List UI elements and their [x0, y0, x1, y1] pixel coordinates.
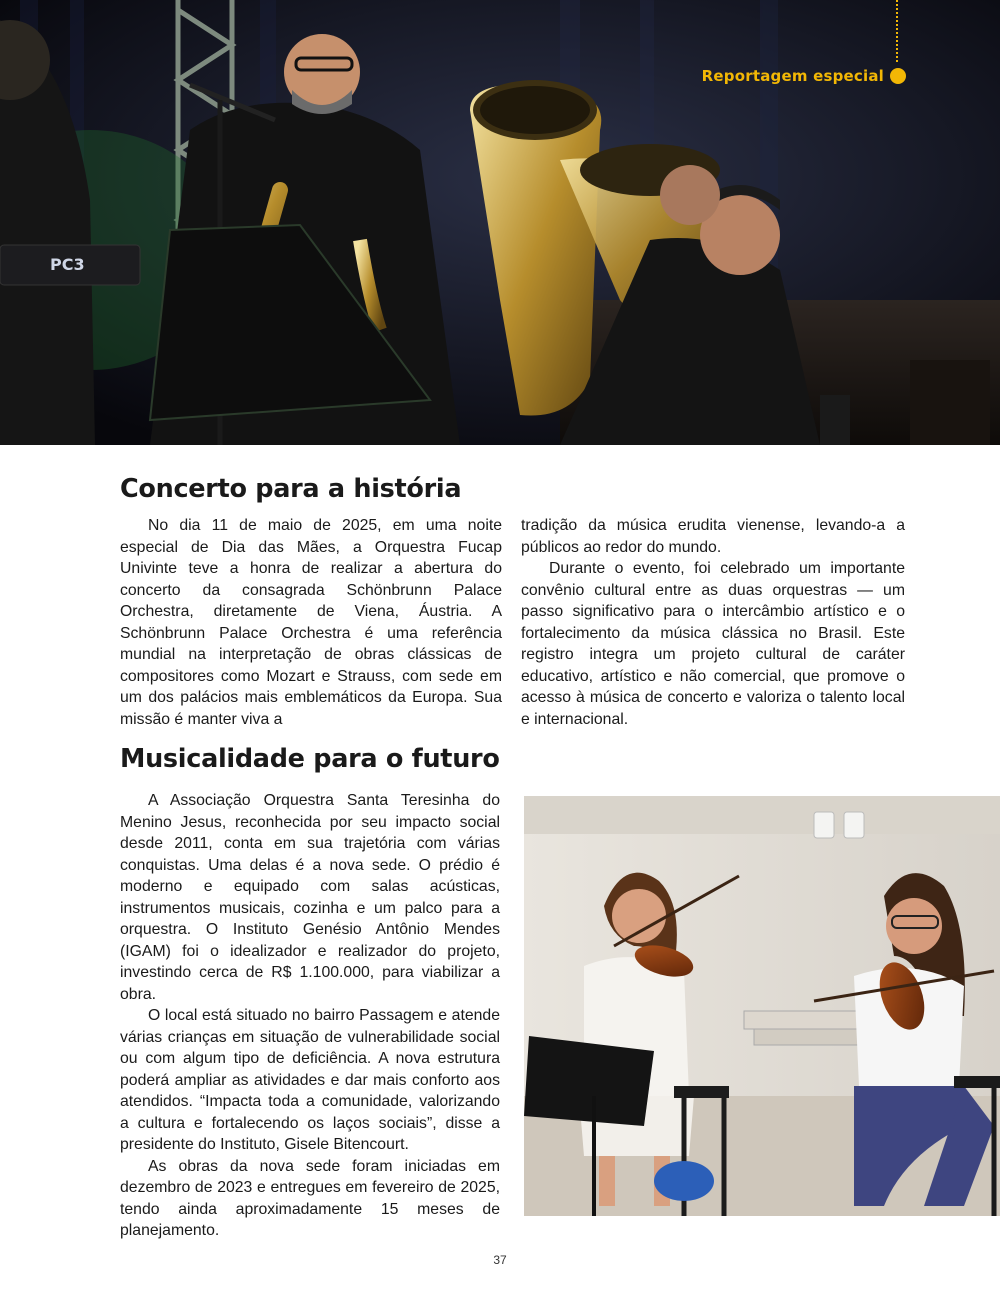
article2-paragraph-1: A Associação Orquestra Santa Teresinha do Menino Jesus, reconhecida por seu impacto social desde 2011, conta em sua trajetória com várias conquistas. Uma delas é a nova sede. O prédio é moderno e equipado com salas acústicas, instrumentos musicais, cozinha e um palco para a orquestra. O Instituto Genésio Antônio Mendes (IGAM) foi o idealizador e realizador do projeto, investindo cerca de R$ 1.100.000, para viabilizar a obra. — [120, 792, 500, 1003]
section-tag-line — [896, 0, 898, 62]
article1-paragraph-3: Durante o evento, foi celebrado um importante convênio cultural entre as duas orquestras — um passo significativo para o intercâmbio artístico e o fortalecimento da música clássica no Brasil. Este registro integra um projeto cultural de caráter educativo, artístico e não comercial, que promove o acesso à música de concerto e valoriza o talento local e internacional. — [521, 560, 905, 728]
section-tag-dot-icon — [890, 68, 906, 84]
article1-title: Concerto para a história — [120, 474, 462, 504]
section-tag-label: Reportagem especial — [701, 67, 884, 85]
article2-title: Musicalidade para o futuro — [120, 744, 500, 774]
svg-text:PC3: PC3 — [50, 255, 85, 274]
article2-paragraph-2: O local está situado no bairro Passagem e atende várias crianças em situação de vulnerabilidade social ou com algum tipo de deficiência. A nova estrutura poderá ampliar as atividades e dar mais conforto aos atendidos. “Impacta toda a comunidade, valorizando a cultura e fortalecendo os laços sociais”, disse a presidente do Instituto, Gisele Bitencourt. — [120, 1007, 500, 1153]
article1-column-right — [521, 515, 905, 730]
hero-photo — [0, 0, 1000, 445]
section-tag — [702, 67, 906, 85]
violin-students-photo — [524, 796, 1000, 1216]
article2-column — [120, 790, 500, 1242]
article1-paragraph-2: tradição da música erudita vienense, levando-a a públicos ao redor do mundo. — [521, 517, 905, 556]
article1-column-left — [120, 515, 502, 730]
article2-paragraph-3: As obras da nova sede foram iniciadas em dezembro de 2023 e entregues em fevereiro de 2025, tendo ainda aproximadamente 15 meses de planejamento. — [120, 1157, 500, 1239]
page-number: 37 — [493, 1253, 507, 1267]
article1-paragraph-1: No dia 11 de maio de 2025, em uma noite especial de Dia das Mães, a Orquestra Fucap Univinte teve a honra de realizar a abertura do concerto da consagrada Schönbrunn Palace Orchestra, diretamente de Viena, Áustria. A Schönbrunn Palace Orchestra é uma referência mundial na interpretação de obras clássicas de compositores como Mozart e Strauss, com sede em um dos palácios mais emblemáticos da Europa. Sua missão é manter viva a — [120, 517, 502, 728]
girls-playing-violin-illustration — [524, 796, 1000, 1216]
